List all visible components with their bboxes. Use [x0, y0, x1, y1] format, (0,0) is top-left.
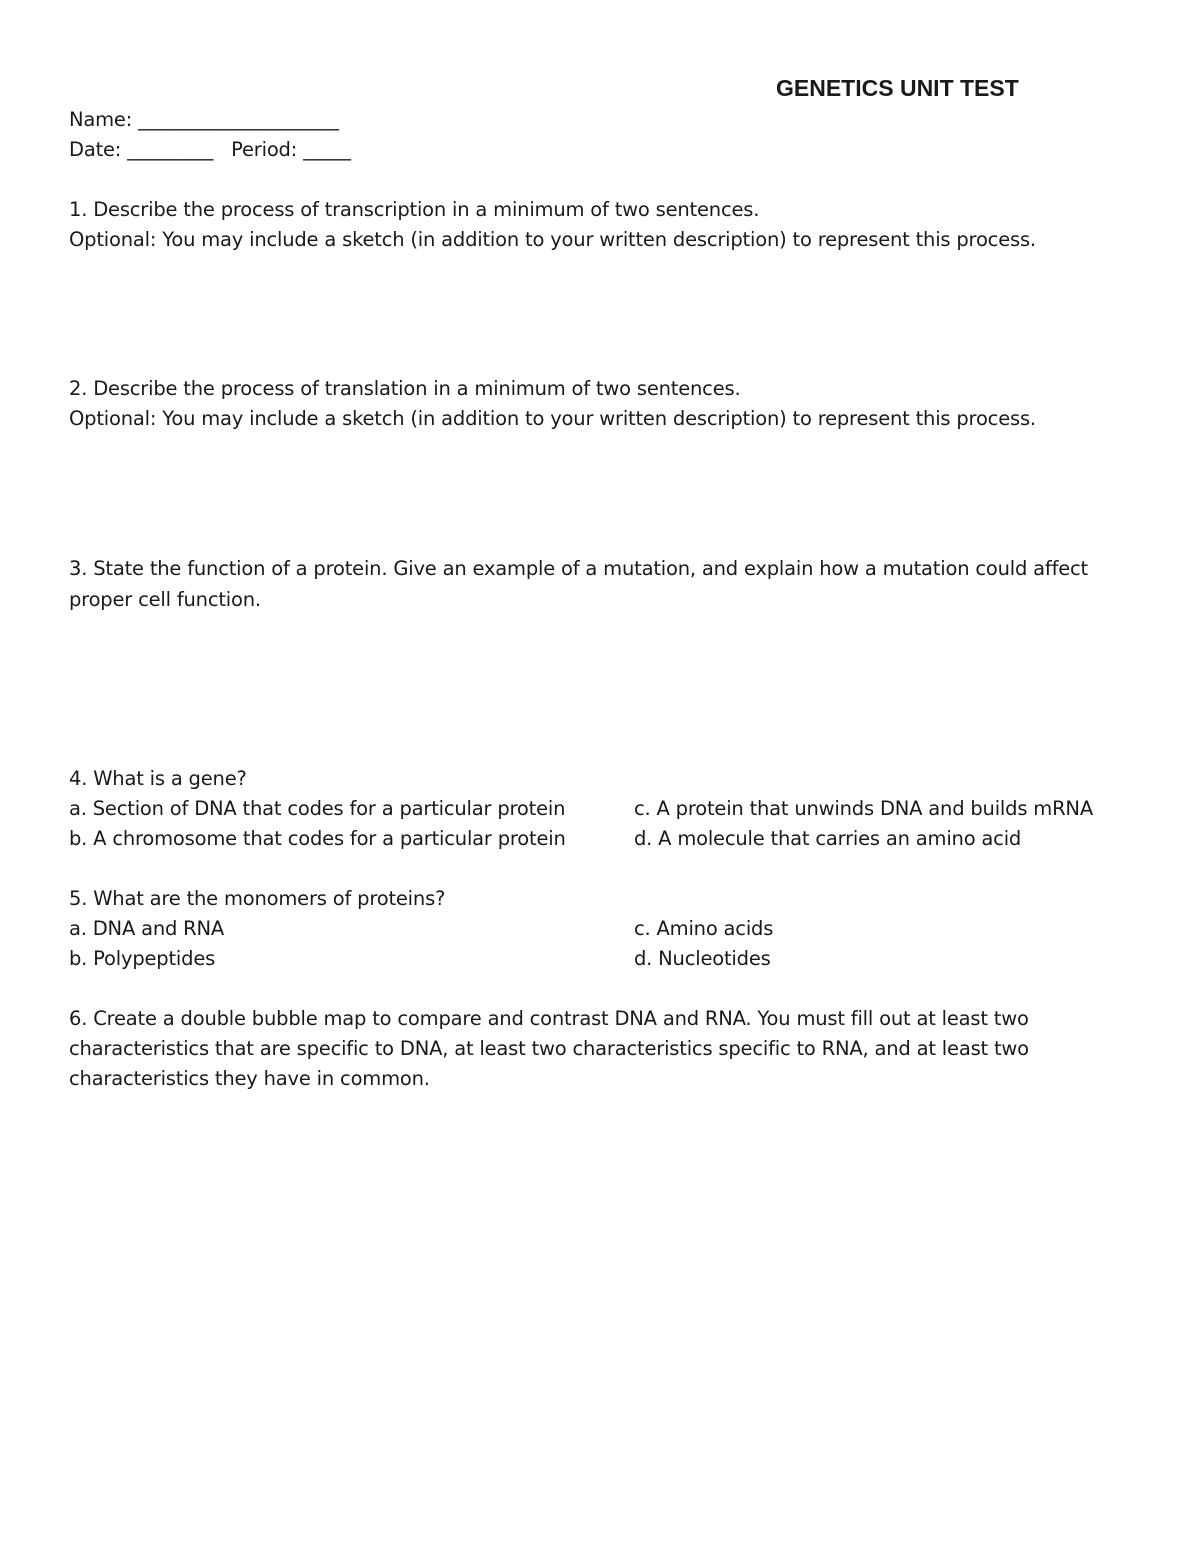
question-2-prompt: 2. Describe the process of translation in a minimum of two sentences. [69, 377, 741, 400]
page-title: GENETICS UNIT TEST [776, 75, 1019, 101]
question-6-prompt-end: characteristics they have in common. [69, 1067, 430, 1090]
question-4-option-b[interactable]: b. A chromosome that codes for a particular protein [69, 827, 566, 850]
question-2-optional-note: Optional: You may include a sketch (in addition to your written description) to represent this process. [69, 407, 1036, 430]
question-5-prompt: 5. What are the monomers of proteins? [69, 887, 446, 910]
date-period-field[interactable]: Date: _________ Period: _____ [69, 138, 351, 161]
question-4-option-d[interactable]: d. A molecule that carries an amino acid [634, 827, 1022, 850]
question-4-option-c[interactable]: c. A protein that unwinds DNA and builds mRNA [634, 797, 1093, 820]
question-6-prompt: 6. Create a double bubble map to compare and contrast DNA and RNA. You must fill out at least two [69, 1007, 1029, 1030]
question-5-option-c[interactable]: c. Amino acids [634, 917, 774, 940]
question-5-option-a[interactable]: a. DNA and RNA [69, 917, 225, 940]
question-6-prompt-continued: characteristics that are specific to DNA, at least two characteristics specific to RNA, and at least two [69, 1037, 1029, 1060]
question-3-prompt: 3. State the function of a protein. Give an example of a mutation, and explain how a mutation could affect [69, 557, 1089, 580]
question-4-prompt: 4. What is a gene? [69, 767, 247, 790]
name-field[interactable]: Name: _____________________ [69, 108, 339, 131]
question-4-option-a[interactable]: a. Section of DNA that codes for a particular protein [69, 797, 566, 820]
question-3-prompt-continued: proper cell function. [69, 588, 261, 611]
question-5-option-b[interactable]: b. Polypeptides [69, 947, 216, 970]
question-1-prompt: 1. Describe the process of transcription in a minimum of two sentences. [69, 198, 760, 221]
question-5-option-d[interactable]: d. Nucleotides [634, 947, 771, 970]
question-1-optional-note: Optional: You may include a sketch (in addition to your written description) to represent this process. [69, 228, 1036, 251]
